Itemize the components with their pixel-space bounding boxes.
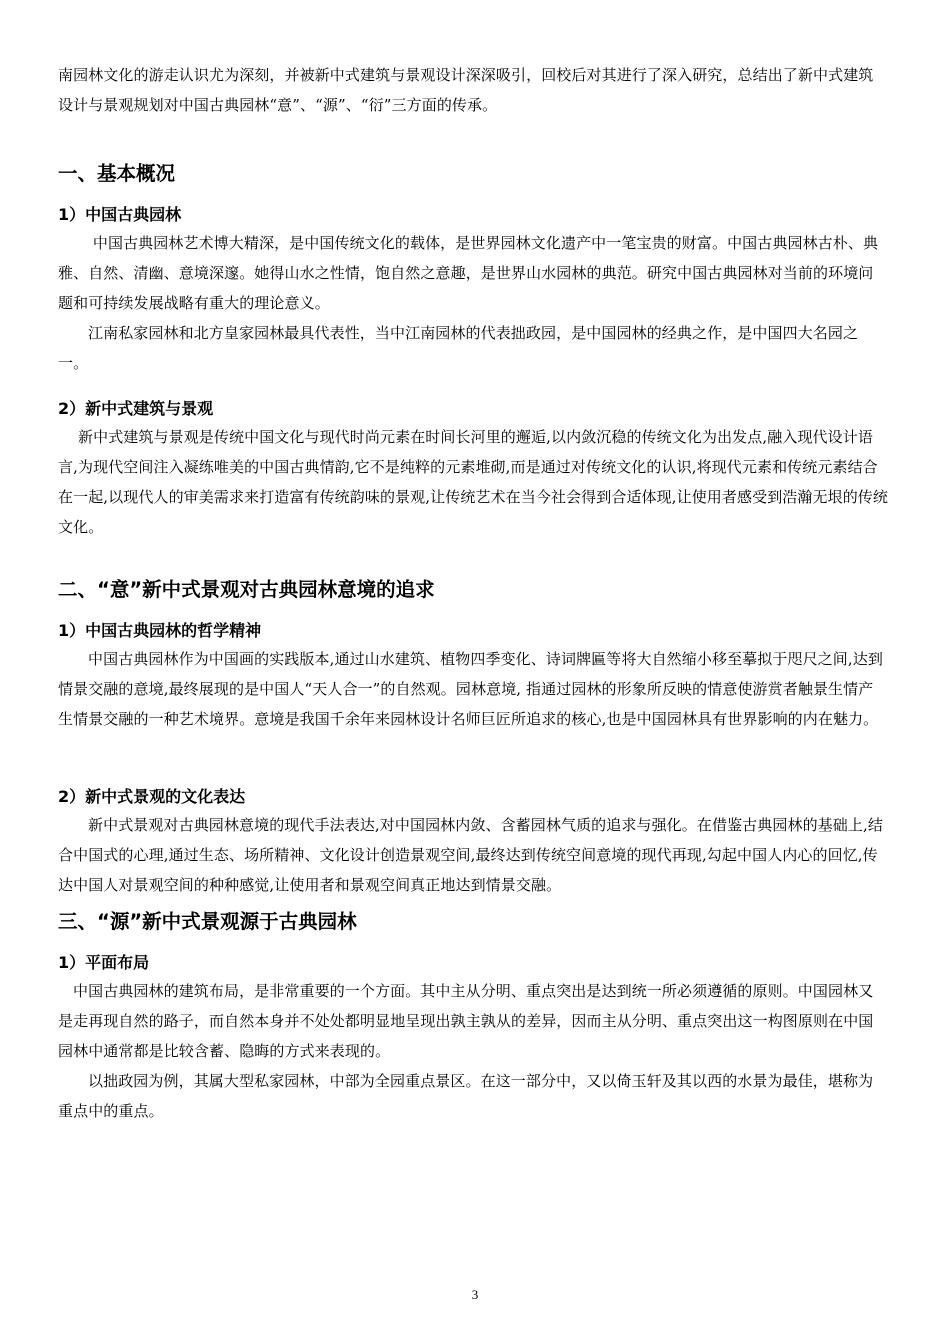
- section-3-sub-1-paragraph-1: 中国古典园林的建筑布局，是非常重要的一个方面。其中主从分明、重点突出是达到统一所必须遵循的原则。中国园林又是走再现自然的路子，而自然本身并不处处都明显地呈现出孰主孰从的差异，因而主从分明、重点突出这一构图原则在中国园林中通常都是比较含蓄、隐晦的方式来表现的。: [58, 982, 874, 1060]
- section-2-sub-2-paragraph-1: 新中式景观对古典园林意境的现代手法表达,对中国园林内敛、含蓄园林气质的追求与强化。在借鉴古典园林的基础上,结合中国式的心理,通过生态、场所精神、文化设计创造景观空间,最终达到传统空间意境的现代再现,勾起中国人内心的回忆,传达中国人对景观空间的种种感觉,让使用者和景观空间真正地达到情景交融。: [58, 816, 883, 894]
- section-3-heading: 三、“源”新中式景观源于古典园林: [58, 910, 357, 933]
- section-3-sub-1-paragraph-2: 以拙政园为例，其属大型私家园林，中部为全园重点景区。在这一部分中，又以倚玉轩及其以西的水景为最佳，堪称为重点中的重点。: [58, 1072, 874, 1120]
- intro-paragraph: 南园林文化的游走认识尤为深刻，并被新中式建筑与景观设计深深吸引，回校后对其进行了深入研究，总结出了新中式建筑设计与景观规划对中国古典园林“意”、“源”、“衍”三方面的传承。: [58, 66, 874, 114]
- section-1-sub-2-paragraph-1: 新中式建筑与景观是传统中国文化与现代时尚元素在时间长河里的邂逅,以内敛沉稳的传统文化为出发点,融入现代设计语言,为现代空间注入凝练唯美的中国古典情韵,它不是纯粹的元素堆砌,而是通过对传统文化的认识,将现代元素和传统元素结合在一起,以现代人的审美需求来打造富有传统韵味的景观,让传统艺术在当今社会得到合适体现,让使用者感受到浩瀚无垠的传统文化。: [58, 428, 889, 536]
- section-1-sub-1-paragraph-2: 江南私家园林和北方皇家园林最具代表性，当中江南园林的代表拙政园，是中国园林的经典之作，是中国四大名园之一。: [58, 324, 859, 372]
- section-2-sub-1-heading: 1）中国古典园林的哲学精神: [58, 621, 262, 640]
- section-1-sub-2-heading: 2）新中式建筑与景观: [58, 399, 214, 418]
- section-2-sub-1-paragraph-1: 中国古典园林作为中国画的实践版本,通过山水建筑、植物四季变化、诗词牌匾等将大自然缩小移至摹拟于咫尺之间,达到情景交融的意境,最终展现的是中国人“天人合一”的自然观。园林意境, 指通过园林的形象所反映的情意使游赏者触景生情产生情景交融的一种艺术境界。意境是我国千余年来园林设计名师巨匠所追求的核心,也是中国园林具有世界影响的内在魅力。: [58, 650, 883, 728]
- section-1-sub-1-paragraph-1: 中国古典园林艺术博大精深，是中国传统文化的载体，是世界园林文化遗产中一笔宝贵的财富。中国古典园林古朴、典雅、自然、清幽、意境深邃。她得山水之性情，饱自然之意趣，是世界山水园林的典范。研究中国古典园林对当前的环境问题和可持续发展战略有重大的理论意义。: [58, 234, 879, 312]
- section-1-heading: 一、基本概况: [58, 162, 176, 185]
- section-2-sub-2-heading: 2）新中式景观的文化表达: [58, 787, 246, 806]
- page-number: 3: [471, 1287, 479, 1302]
- section-2-heading: 二、“意”新中式景观对古典园林意境的追求: [58, 578, 435, 601]
- section-1-sub-1-heading: 1）中国古典园林: [58, 205, 182, 224]
- section-3-sub-1-heading: 1）平面布局: [58, 953, 150, 972]
